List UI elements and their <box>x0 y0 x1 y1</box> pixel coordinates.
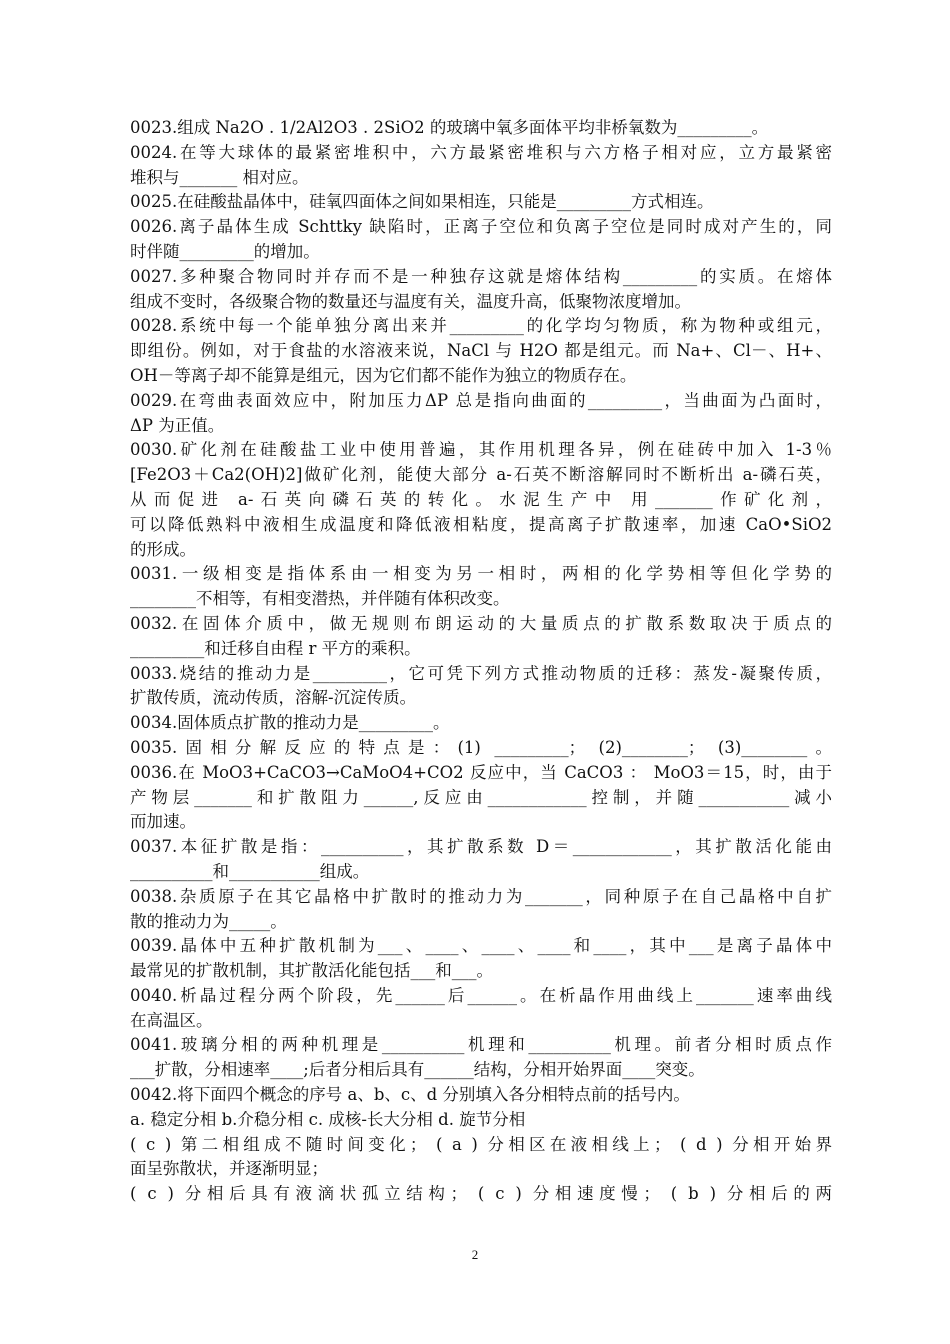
text-line: 时伴随_________的增加。 <box>130 241 320 261</box>
text-line: 堆积与_______ 相对应。 <box>130 167 309 187</box>
text-line: __________和___________组成。 <box>130 861 370 881</box>
page-number: 2 <box>471 1247 479 1262</box>
text-line: ___扩散，分相速率____;后者分相后具有______结构，分相开始界面____突变。 <box>130 1060 705 1080</box>
text-line: 0029.在弯曲表面效应中，附加压力ΔP 总是指向曲面的_________，当曲面为凸面时， <box>130 390 832 410</box>
text-line: a. 稳定分相 b.介稳分相 c. 成核-长大分相 d. 旋节分相 <box>130 1109 526 1129</box>
text-line: 而加速。 <box>130 812 196 832</box>
text-line: 0041.玻璃分相的两种机理是__________机理和__________机理。前者分相时质点作 <box>130 1035 832 1055</box>
text-line: 0038.杂质原子在其它晶格中扩散时的推动力为_______，同种原子在自己晶格中自扩 <box>130 886 832 906</box>
text-line: 散的推动力为_____。 <box>130 911 287 931</box>
text-line: 0035.固相分解反应的特点是：(1) _________； (2)________； (3)________。 <box>130 737 832 757</box>
text-line: ( c ) 分相后具有液滴状孤立结构； ( c ) 分相速度慢； ( b ) 分相后的两 <box>130 1184 832 1204</box>
text-line: 在高温区。 <box>130 1010 213 1030</box>
text-line: 0028.系统中每一个能单独分离出来并_________的化学均匀物质，称为物种或组元， <box>130 316 832 336</box>
text-line: 0036.在 MoO3+CaCO3→CaMoO4+CO2 反应中，当 CaCO3 ： MoO3＝15，时，由于 <box>130 762 832 782</box>
text-line: 从而促进 a-石英向磷石英的转化。水泥生产中 用_______作矿化剂， <box>130 489 832 509</box>
text-line: 0037.本征扩散是指：__________，其扩散系数 D＝____________，其扩散活化能由 <box>130 837 832 857</box>
text-line: 0042.将下面四个概念的序号 a、b、c、d 分别填入各分相特点前的括号内。 <box>130 1085 690 1105</box>
text-line: ΔP 为正值。 <box>130 415 225 435</box>
text-line: 0030.矿化剂在硅酸盐工业中使用普遍，其作用机理各异，例在硅砖中加入 1-3％ <box>130 440 832 460</box>
text-line: [Fe2O3＋Ca2(OH)2]做矿化剂，能使大部分 a-石英不断溶解同时不断析出 a-磷石英， <box>130 465 832 485</box>
text-line: 0033.烧结的推动力是_________，它可凭下列方式推动物质的迁移：蒸发-凝聚传质， <box>130 663 832 683</box>
text-line: 0024.在等大球体的最紧密堆积中，六方最紧密堆积与六方格子相对应，立方最紧密 <box>130 142 832 162</box>
text-line: 0031.一级相变是指体系由一相变为另一相时，两相的化学势相等但化学势的 <box>130 564 832 584</box>
text-line: 的形成。 <box>130 539 196 559</box>
text-line: 最常见的扩散机制，其扩散活化能包括___和___。 <box>130 961 493 981</box>
document-body <box>130 116 832 1207</box>
text-line: 0032.在固体介质中，做无规则布朗运动的大量质点的扩散系数取决于质点的 <box>130 613 832 633</box>
text-line: 0026.离子晶体生成 Schttky 缺陷时，正离子空位和负离子空位是同时成对产生的，同 <box>130 217 832 237</box>
text-line: 扩散传质，流动传质，溶解-沉淀传质。 <box>130 688 417 708</box>
text-line: 0027.多种聚合物同时并存而不是一种独存这就是熔体结构_________的实质。在熔体 <box>130 266 832 286</box>
text-line: ________不相等，有相变潜热，并伴随有体积改变。 <box>130 589 510 609</box>
text-line: 0025.在硅酸盐晶体中，硅氧四面体之间如果相连，只能是_________方式相连。 <box>130 192 714 212</box>
text-line: 0039.晶体中五种扩散机制为___、____、____、____和____，其中___是离子晶体中 <box>130 936 832 956</box>
text-line: 0023.组成 Na2O . 1/2Al2O3 . 2SiO2 的玻璃中氧多面体平均非桥氧数为_________。 <box>130 118 769 137</box>
text-line: OH－等离子却不能算是组元，因为它们都不能作为独立的物质存在。 <box>130 365 637 385</box>
text-line: 即组份。例如，对于食盐的水溶液来说，NaCl 与 H2O 都是组元。而 Na+、Cl－、H+、 <box>130 341 832 361</box>
text-line: _________和迁移自由程 r 平方的乘积。 <box>130 638 421 658</box>
text-line: 0040.析晶过程分两个阶段，先______后______。在析晶作用曲线上_______速率曲线 <box>130 985 832 1005</box>
text-line: 面呈弥散状，并逐渐明显； <box>130 1159 328 1179</box>
text-line: 组成不变时，各级聚合物的数量还与温度有关，温度升高，低聚物浓度增加。 <box>130 291 691 311</box>
text-line: ( c ) 第二相组成不随时间变化； ( a ) 分相区在液相线上； ( d ) 分相开始界 <box>130 1134 832 1154</box>
text-line: 0034.固体质点扩散的推动力是_________。 <box>130 713 450 733</box>
text-line: 可以降低熟料中液相生成温度和降低液相粘度，提高离子扩散速率，加速 CaO•SiO2 <box>130 514 832 534</box>
text-line: 产物层_______和扩散阻力______,反应由____________控制，并随___________减小 <box>130 787 832 807</box>
